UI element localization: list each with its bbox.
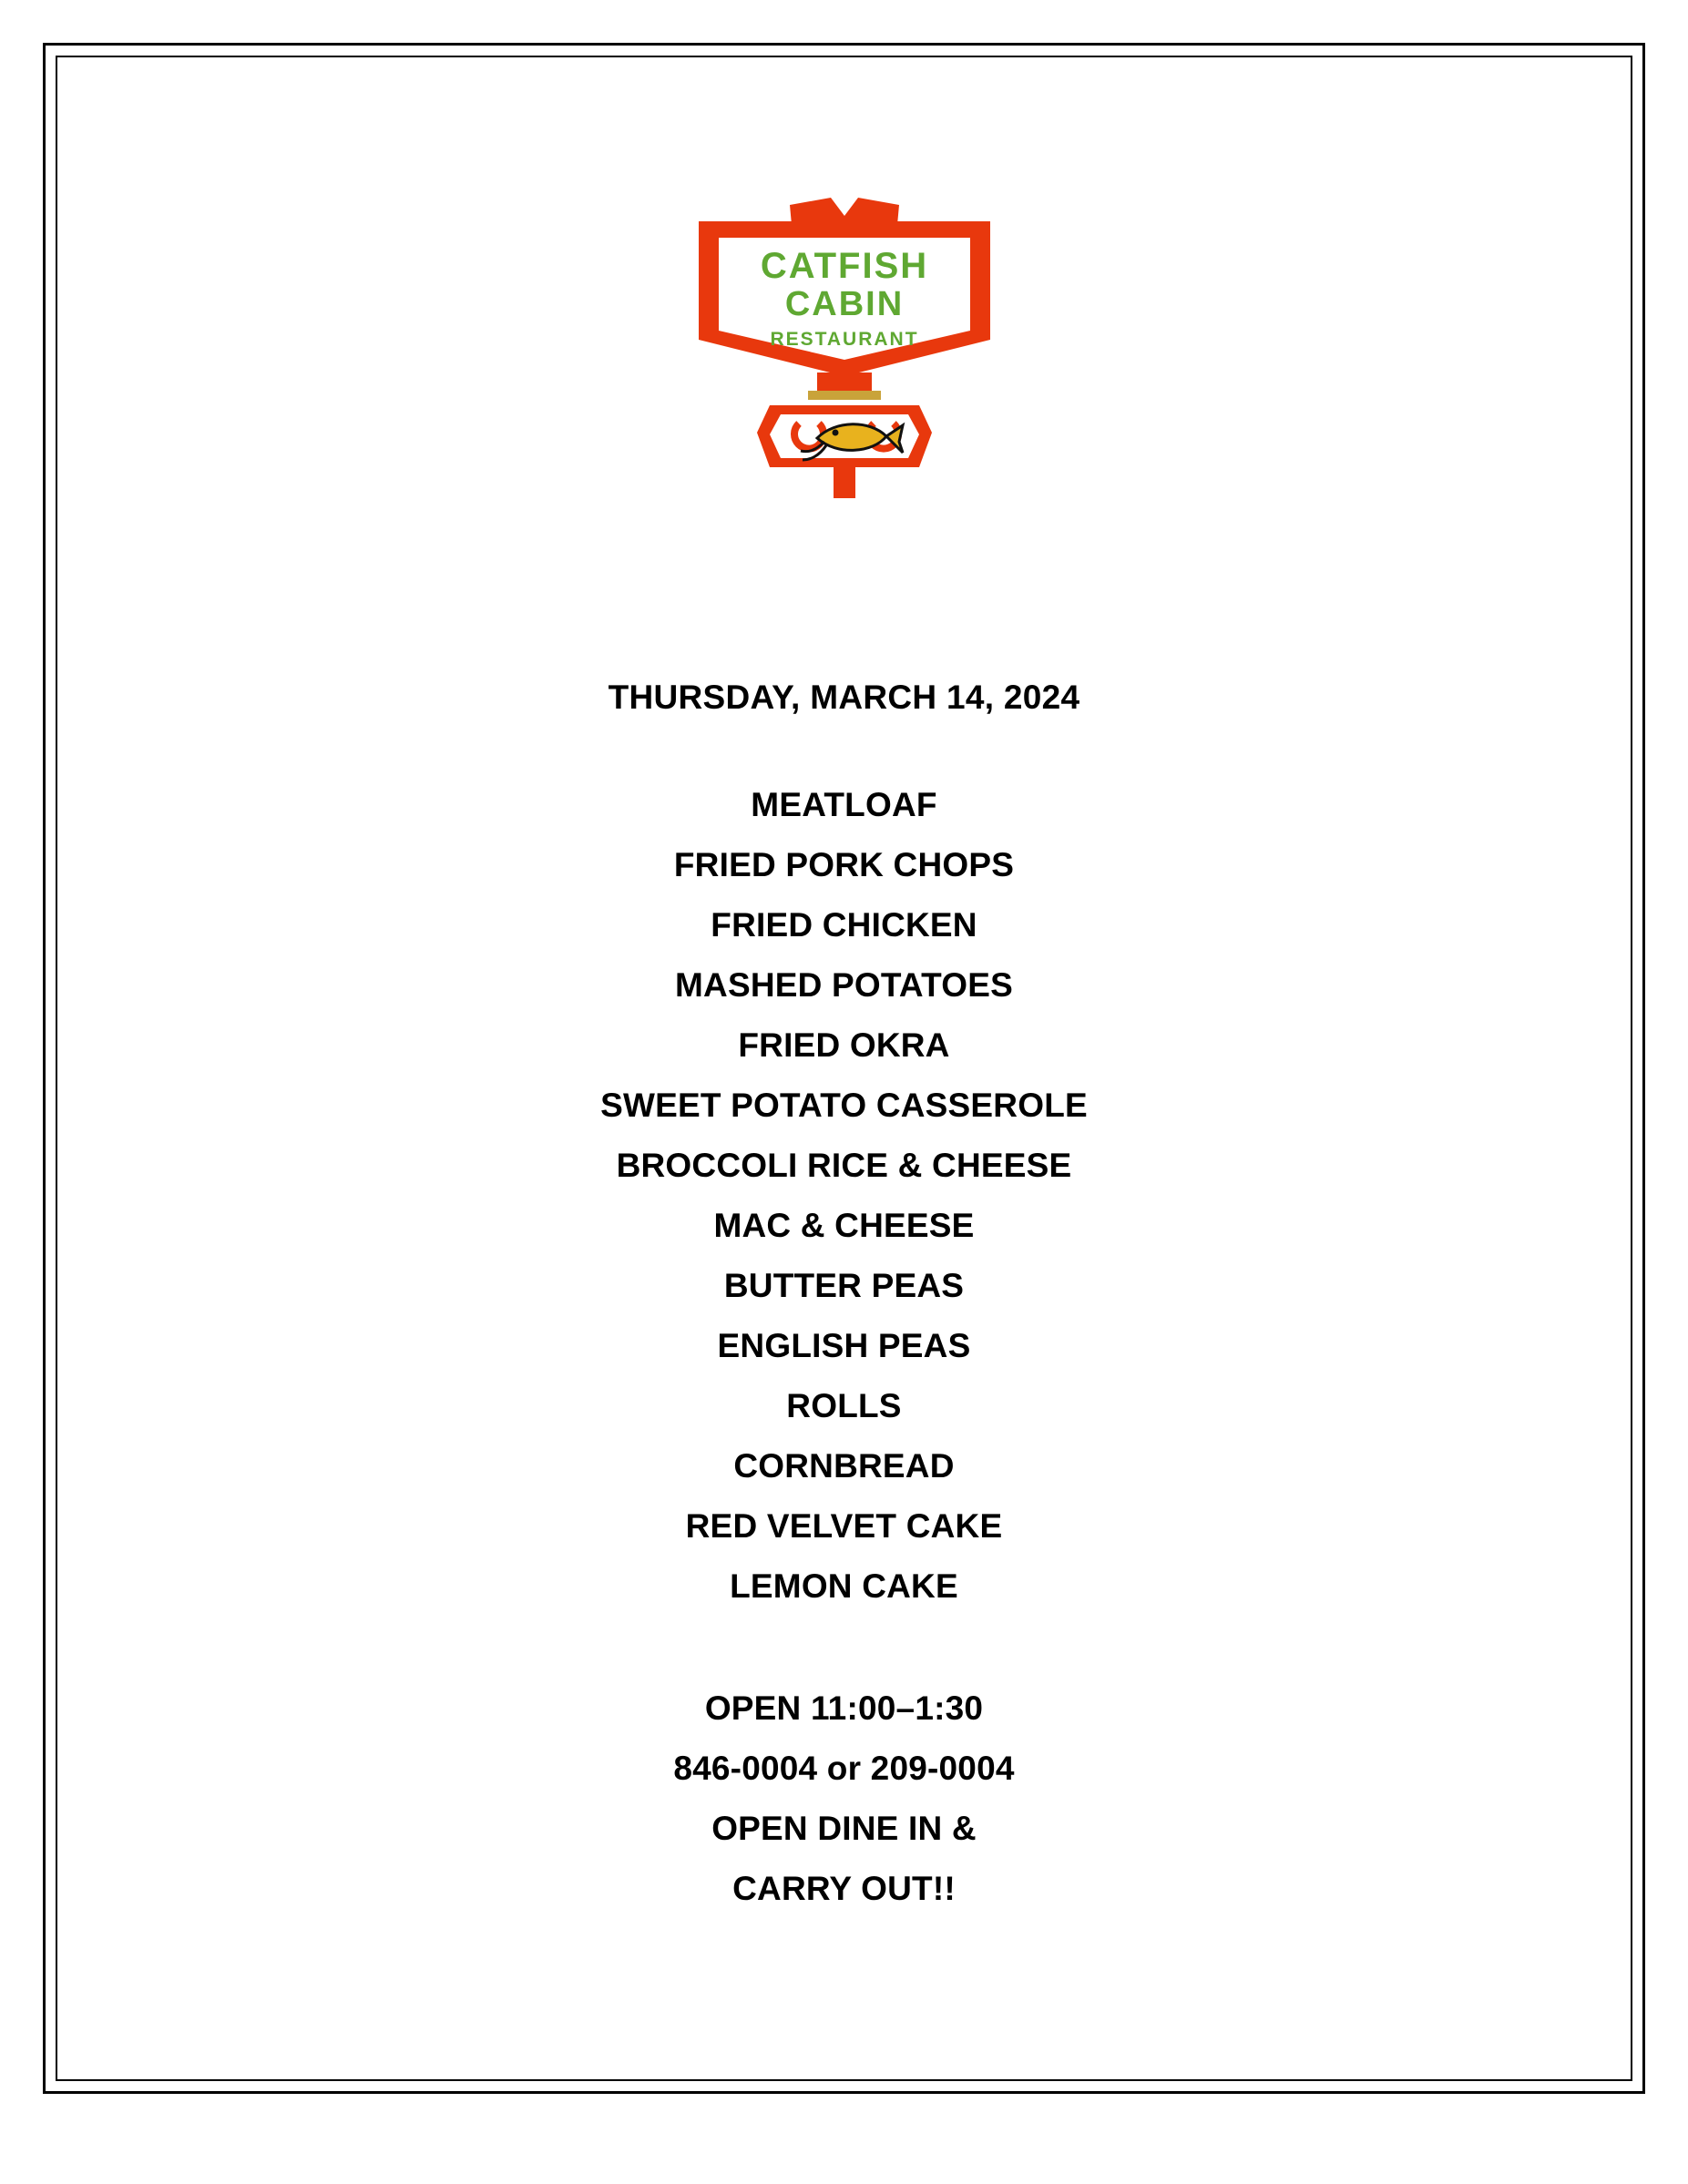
menu-item: MASHED POTATOES bbox=[675, 966, 1013, 1005]
menu-items-list bbox=[57, 775, 1631, 1617]
service-line-2: CARRY OUT!! bbox=[732, 1870, 956, 1908]
hours-line: OPEN 11:00–1:30 bbox=[704, 1689, 984, 1728]
menu-item: FRIED CHICKEN bbox=[711, 906, 977, 944]
page-border-outer bbox=[43, 43, 1645, 2094]
menu-item: LEMON CAKE bbox=[730, 1567, 958, 1606]
menu-text-block bbox=[57, 677, 1631, 1919]
menu-item: SWEET POTATO CASSEROLE bbox=[600, 1087, 1088, 1125]
svg-text:CABIN: CABIN bbox=[784, 285, 904, 323]
menu-item: FRIED OKRA bbox=[738, 1026, 950, 1065]
restaurant-sign-icon bbox=[671, 194, 1018, 531]
svg-text:CATFISH: CATFISH bbox=[760, 246, 928, 286]
hours-and-contact-block bbox=[57, 1679, 1631, 1919]
restaurant-logo bbox=[671, 194, 1018, 531]
menu-item: BUTTER PEAS bbox=[723, 1267, 965, 1305]
page-border-inner bbox=[56, 56, 1632, 2081]
svg-text:RESTAURANT: RESTAURANT bbox=[769, 329, 919, 350]
menu-item: RED VELVET CAKE bbox=[685, 1507, 1003, 1546]
service-line-1: OPEN DINE IN & bbox=[711, 1810, 977, 1848]
menu-item: MEATLOAF bbox=[751, 786, 937, 824]
menu-item: CORNBREAD bbox=[733, 1447, 955, 1485]
menu-item: ROLLS bbox=[786, 1387, 902, 1425]
menu-item: MAC & CHEESE bbox=[713, 1207, 975, 1245]
menu-date: THURSDAY, MARCH 14, 2024 bbox=[608, 679, 1080, 716]
menu-item: BROCCOLI RICE & CHEESE bbox=[616, 1147, 1072, 1185]
document-content bbox=[57, 57, 1631, 2079]
phone-line: 846-0004 or 209-0004 bbox=[673, 1750, 1015, 1788]
menu-item: ENGLISH PEAS bbox=[717, 1327, 971, 1365]
menu-item: FRIED PORK CHOPS bbox=[673, 846, 1015, 884]
